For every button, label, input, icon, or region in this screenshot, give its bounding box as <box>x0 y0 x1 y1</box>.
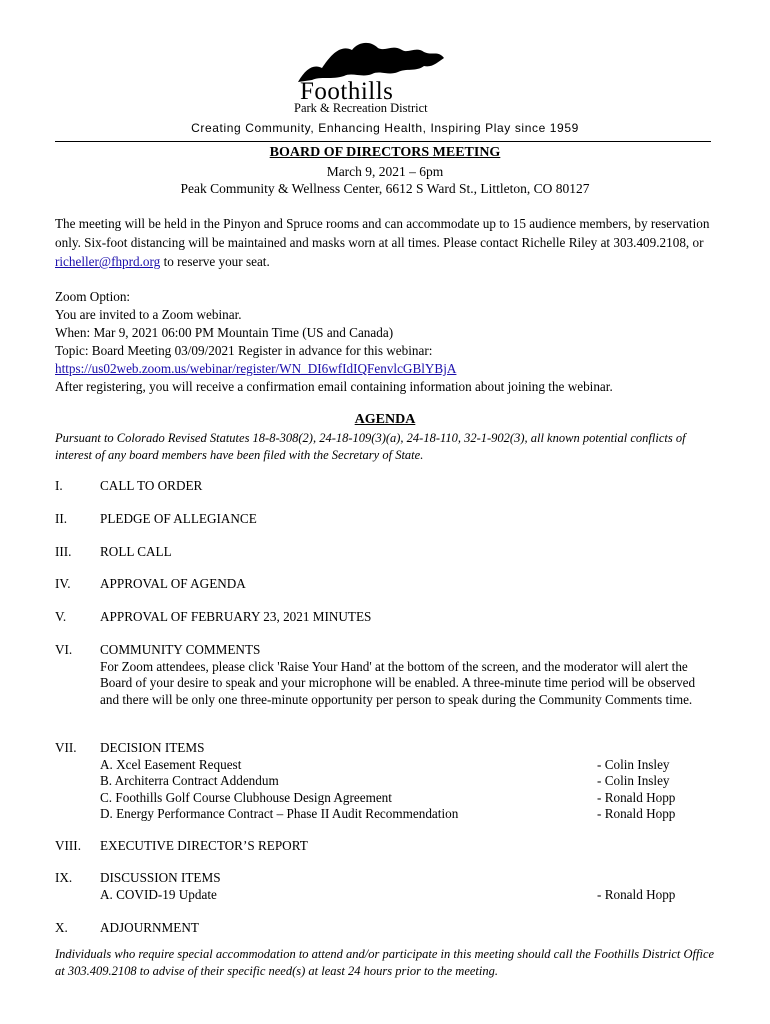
item-title: ROLL CALL <box>100 544 172 559</box>
sub-item-text: A. COVID-19 Update <box>100 886 217 902</box>
zoom-section <box>55 288 715 396</box>
sub-item-presenter: - Ronald Hopp <box>597 789 676 805</box>
district-logo <box>292 38 452 116</box>
item-title: CALL TO ORDER <box>100 478 203 493</box>
sub-item-text: A. Xcel Easement Request <box>100 756 242 772</box>
item-number: III. <box>55 544 72 559</box>
sub-item-text: D. Energy Performance Contract – Phase II Audit Recommendation <box>100 806 459 821</box>
item-number: VI. <box>55 642 73 657</box>
sub-item-presenter: - Colin Insley <box>597 756 670 772</box>
intro-text: The meeting will be held in the Pinyon and Spruce rooms and can accommodate up to 15 audience members, by reservation only. Six-foot distancing will be maintained and masks worn at all times. Please contact Richelle Riley at 303.409.2108, or <box>55 216 710 250</box>
logo-subtitle: Park & Recreation District <box>294 101 428 115</box>
item-number: X. <box>55 920 68 935</box>
zoom-invite: You are invited to a Zoom webinar. <box>55 307 242 322</box>
sub-item <box>100 773 710 790</box>
meeting-title: BOARD OF DIRECTORS MEETING <box>269 145 501 160</box>
item-title: DECISION ITEMS <box>100 740 205 755</box>
item-number: II. <box>55 511 68 526</box>
item-number: VIII. <box>55 838 81 853</box>
sub-item-presenter: - Ronald Hopp <box>597 886 676 902</box>
sub-item <box>100 790 710 807</box>
header-divider <box>55 141 711 142</box>
intro-text-end: to reserve your seat. <box>160 254 270 269</box>
item-number: IX. <box>55 870 73 885</box>
item-title: COMMUNITY COMMENTS <box>100 642 261 657</box>
item-note: For Zoom attendees, please click 'Raise Your Hand' at the bottom of the screen, and the moderator will alert the Board of your desire to speak and your microphone will be enabled. A three-minute time period will be observed and there will be only one three-minute opportunity per person to speak during the Community Comments time. <box>100 658 696 707</box>
accommodation-note: Individuals who require special accommodation to attend and/or participate in this meeting should call the Foothills District Office at 303.409.2108 to advise of their specific need(s) at least 24 hours prior to the meeting. <box>55 947 715 978</box>
item-title: EXECUTIVE DIRECTOR’S REPORT <box>100 838 308 853</box>
item-title: APPROVAL OF AGENDA <box>100 576 246 591</box>
zoom-register-link[interactable]: https://us02web.zoom.us/webinar/register/WN_DI6wfIdIQFenvlcGBlYBjA <box>55 361 457 376</box>
sub-item-presenter: - Ronald Hopp <box>597 806 676 821</box>
tagline: Creating Community, Enhancing Health, Inspiring Play since 1959 <box>191 121 579 135</box>
zoom-when: When: Mar 9, 2021 06:00 PM Mountain Time (US and Canada) <box>55 325 394 340</box>
sub-item-text: B. Architerra Contract Addendum <box>100 773 279 788</box>
sub-item-text: C. Foothills Golf Course Clubhouse Design Agreement <box>100 789 392 805</box>
statute-note: Pursuant to Colorado Revised Statutes 18-8-308(2), 24-18-109(3)(a), 24-18-110, 32-1-902(3), all known potential conflicts of interest of any board members have been filed with the Secretary of State. <box>55 431 686 462</box>
item-title: APPROVAL OF FEBRUARY 23, 2021 MINUTES <box>100 609 372 624</box>
sub-item <box>100 806 710 823</box>
sub-item <box>100 757 710 774</box>
sub-item <box>100 887 710 904</box>
meeting-date: March 9, 2021 – 6pm <box>326 164 444 179</box>
item-title: PLEDGE OF ALLEGIANCE <box>100 511 257 526</box>
item-title: ADJOURNMENT <box>100 920 199 935</box>
item-title: DISCUSSION ITEMS <box>100 870 221 885</box>
item-number: I. <box>55 478 63 493</box>
zoom-label: Zoom Option: <box>55 289 131 304</box>
agenda-title: AGENDA <box>354 412 416 427</box>
logo-name: Foothills <box>300 78 394 105</box>
zoom-topic: Topic: Board Meeting 03/09/2021 Register in advance for this webinar: <box>55 343 433 358</box>
item-number: IV. <box>55 576 71 591</box>
contact-email-link[interactable]: richeller@fhprd.org <box>55 254 161 269</box>
meeting-venue: Peak Community & Wellness Center, 6612 S Ward St., Littleton, CO 80127 <box>180 181 590 196</box>
zoom-after: After registering, you will receive a confirmation email containing information about joining the webinar. <box>55 379 613 394</box>
intro-paragraph <box>55 214 715 271</box>
item-number: V. <box>55 609 67 624</box>
item-number: VII. <box>55 740 77 755</box>
sub-item-presenter: - Colin Insley <box>597 773 670 788</box>
